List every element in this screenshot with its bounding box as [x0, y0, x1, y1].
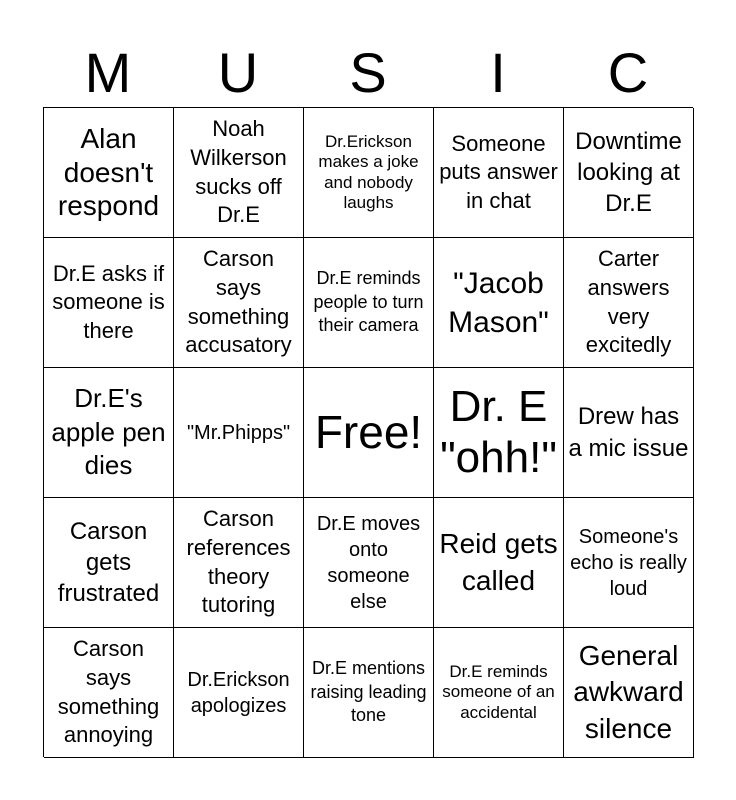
bingo-board — [43, 107, 693, 757]
bingo-cell[interactable]: Someone puts answer in chat — [434, 108, 564, 238]
bingo-cell[interactable]: Dr.Erickson apologizes — [174, 628, 304, 758]
bingo-header — [43, 38, 693, 108]
header-letter-i: I — [490, 41, 506, 104]
bingo-cell[interactable]: Drew has a mic issue — [564, 368, 694, 498]
free-cell[interactable]: Free! — [304, 368, 434, 498]
bingo-cell[interactable]: Carson references theory tutoring — [174, 498, 304, 628]
bingo-cell[interactable]: Someone's echo is really loud — [564, 498, 694, 628]
bingo-cell[interactable]: General awkward silence — [564, 628, 694, 758]
bingo-cell[interactable]: Dr.E reminds people to turn their camera — [304, 238, 434, 368]
header-letter-c: C — [607, 41, 649, 104]
header-letter-s: S — [349, 41, 387, 104]
header-letter-u: U — [217, 41, 259, 104]
bingo-cell[interactable]: Carson says something accusatory — [174, 238, 304, 368]
bingo-cell[interactable]: Downtime looking at Dr.E — [564, 108, 694, 238]
bingo-cell[interactable]: Carson says something annoying — [44, 628, 174, 758]
bingo-cell[interactable]: Noah Wilkerson sucks off Dr.E — [174, 108, 304, 238]
header-letter-m: M — [84, 41, 132, 104]
bingo-cell[interactable]: Alan doesn't respond — [44, 108, 174, 238]
bingo-cell[interactable]: Dr.E's apple pen dies — [44, 368, 174, 498]
bingo-cell[interactable]: Dr.E asks if someone is there — [44, 238, 174, 368]
bingo-cell[interactable]: Dr. E "ohh!" — [434, 368, 564, 498]
bingo-cell[interactable]: Reid gets called — [434, 498, 564, 628]
bingo-cell[interactable]: Carter answers very excitedly — [564, 238, 694, 368]
bingo-cell[interactable]: "Mr.Phipps" — [174, 368, 304, 498]
bingo-cell[interactable]: Carson gets frustrated — [44, 498, 174, 628]
bingo-cell[interactable]: Dr.E reminds someone of an accidental — [434, 628, 564, 758]
bingo-cell[interactable]: Dr.E mentions raising leading tone — [304, 628, 434, 758]
bingo-cell[interactable]: "Jacob Mason" — [434, 238, 564, 368]
bingo-cell[interactable]: Dr.E moves onto someone else — [304, 498, 434, 628]
bingo-cell[interactable]: Dr.Erickson makes a joke and nobody laughs — [304, 108, 434, 238]
